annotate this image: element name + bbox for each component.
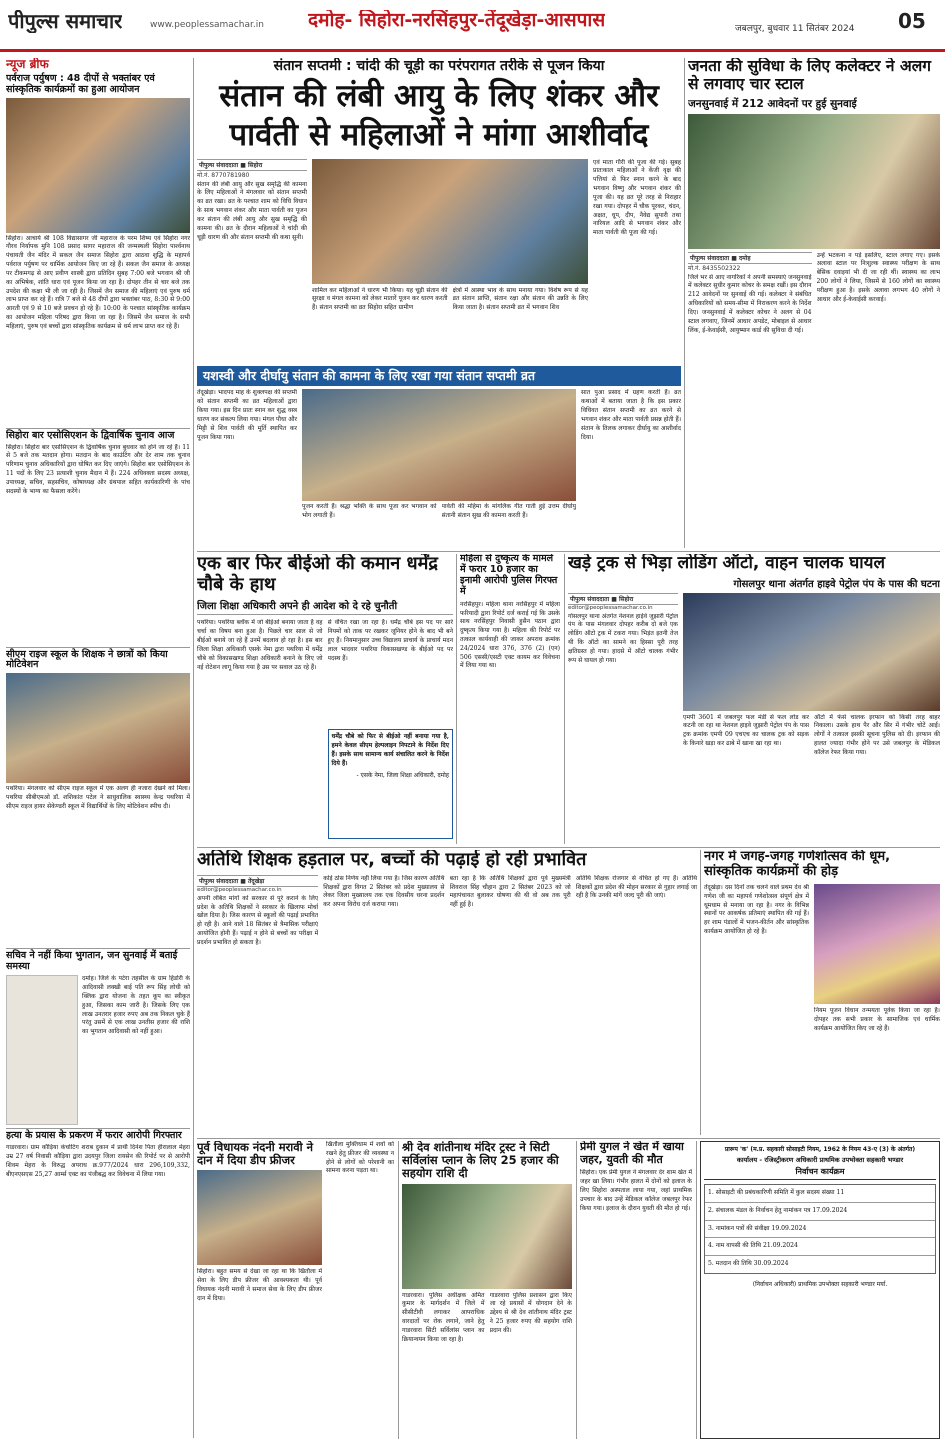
couple-headline[interactable]: प्रेमी युगल ने खेत में खाया जहर, युवती की मौत bbox=[580, 1141, 684, 1166]
notice-row: 2. संचालक मंडल के निर्वाचन हेतु नामांकन पत्र 17.09.2024 bbox=[705, 1203, 935, 1221]
beo-text-2: से वंचित रखा जा रहा है। धर्मेंद्र चौबे इस पद पर सारे नियमों को ताक पर रखकर जूनियर होने के बाद भी बने हुए हैं। नियमानुसार उच्च विद्यालय प्राचार्य के प्राचार्य मदन लाल भादवार पथरिया विकासखण्ड के बीईओ पद पर पदस्थ हैं। bbox=[327, 619, 453, 662]
brief-3-text: पथरिया। मंगलवार को सीएम राइज स्कूल में एक अलग ही नजारा देखने को मिला। पथरिया सीबीएमओ डॉ. शशिकांत पटेल ने साधुवालिक स्वास्थ्य केन्द्र पथरिया में सीएम राइज हायर सेकेण्डरी स्कूल में विद्यार्थियों के लिए मोटिवेशन स्पीच दी। bbox=[6, 785, 190, 811]
trust-story bbox=[402, 1141, 572, 1439]
public-notice bbox=[700, 1141, 940, 1439]
arrest-headline[interactable]: महिला से दुष्कृत्य के मामले में फरार 10 हजार का इनामी आरोपी पुलिस गिरफ्त में bbox=[460, 554, 558, 597]
notice-footer: (निर्वाचन अधिकारी) प्राथमिक उपभोक्ता सहकारी भण्डार मर्या. bbox=[752, 1281, 888, 1289]
news-brief-label: न्यूज ब्रीफ bbox=[6, 58, 49, 71]
lead-story bbox=[197, 58, 681, 363]
truck-text: गोसलपुर थाना अंतर्गत नेशनल हाईवे जुझारी पेट्रोल पंप के पास मंगलवार दोपहर करीब दो बजे एक लोडिंग ऑटो ट्रक में टकरा गया। भिड़ंत इतनी तेज थी कि ऑटो का सामने का हिस्सा पूरी तरह क्षतिग्रस्त हो गया। हादसे में ऑटो चालक गंभीर रूप से घायल हो गया। bbox=[568, 612, 678, 664]
beo-deck: जिला शिक्षा अधिकारी अपने ही आदेश को दे रहे चुनौती bbox=[197, 598, 453, 615]
notice-head-3: निर्वाचन कार्यक्रम bbox=[704, 1166, 936, 1180]
collector-text-2: उन्हें भटकना न पड़े इसलिए, स्टाल लगाए गए। इसके अलावा स्टाल पर निःशुल्क स्वास्थ्य परीक्षण के साथ बेसिक दवाइयां भी दी जा रही थीं। स्वास्थ्य का लाभ 200 लोगों ने लिया, जिसमें से 160 लोगों का स्वास्थ्य परीक्षण हुआ है। इसके अलावा लगभग 40 लोगों ने आधार और ई-केवाईसी करवाई। bbox=[816, 251, 940, 303]
couple-story bbox=[580, 1141, 692, 1439]
santan-band-photo bbox=[302, 389, 576, 501]
brief-3-title[interactable]: सीएम राइज स्कूल के शिक्षक ने छात्रों को किया मोटिवेशन bbox=[6, 647, 190, 672]
notice-row: 3. नामांकन पत्रों की संवीक्षा 19.09.2024 bbox=[705, 1221, 935, 1239]
news-brief-column bbox=[6, 58, 190, 1438]
santan-band-text: तेंदूखेड़ा। भादपद माह के शुक्लपक्ष की सप्तमी को संतान सप्तमी का व्रत महिलाओं द्वारा किया गया। इस दिन प्रातः स्नान कर शुद्ध वस्त्र धारण कर संकल्प लिया गया। मंगल पौधा और मिट्टी से शिव पार्वती की मूर्ति स्थापित कर पूजन किया गया। bbox=[197, 389, 297, 441]
notice-head-1: प्रारूप 'क' (म.प्र. सहकारी सोसाइटी नियम, 1962 के नियम 43-ए (3) के अंतर्गत) bbox=[724, 1146, 916, 1153]
santan-band bbox=[197, 366, 681, 548]
beo-text: पथरिया। पथरिया ब्लॉक में जो बीईओ बनाया जाता है वह चर्चा का विषय बना हुआ है। पिछले चार साल से जो बीईओ बनाये जा रहे हैं उनमें बदलाव हो रहा है। इस बार जिला शिक्षा अधिकारी एसके नेमा द्वारा पथरिया में धर्मेंद्र चौबे को विकासखण्ड शिक्षा अधिकारी बनाने के लिए जो नई रोटेशन लागू किया गया है उस पर सवाल उठ रहे हैं। bbox=[197, 619, 323, 671]
lead-caption-1: शामिल कर महिलाओं ने धारण भी किया। यह चूड़ी संतान की सुरक्षा व मंगल कामना को लेकर मातारें पूजन कर धारण करती हैं। संतान सप्तमी का व्रत सिहोरा सहित ग्रामीण bbox=[312, 286, 448, 312]
strike-text-2: कोई ठोस निर्णय नहीं लिया गया है। जिस कारण अतिथि शिक्षकों द्वारा विगत 2 सितंबर को प्रदेश मुख्यालय से लेकर जिला मुख्यालय तक एक दिवसीय धरना प्रदर्शन कर अपना विरोध दर्ज कराया गया। bbox=[323, 874, 445, 909]
beo-headline[interactable]: एक बार फिर बीईओ की कमान धर्मेंद्र चौबे के हाथ bbox=[197, 554, 438, 595]
beo-quote-attribution: - एसके नेमा, जिला शिक्षा अधिकारी, दमोह bbox=[356, 771, 449, 779]
collector-story bbox=[688, 58, 940, 548]
santan-band-caption-2: पार्वती की महिमा के मांगलिक गीत गाती हुई उत्तम दीर्घायु संतानी संतान सुख की कामना करती हैं। bbox=[441, 503, 576, 520]
truck-headline[interactable]: खड़े ट्रक से भिड़ा लोडिंग ऑटो, वाहन चालक घायल bbox=[568, 554, 886, 573]
brief-2-text: सिहोरा। सिहोरा बार एसोसिएशन के द्विवार्षिक चुनाव बुधवार को होने जा रहे हैं। 11 से 5 बजे तक मतदान होगा। मतदान के बाद काउंटिंग और देर शाम तक चुनाव परिणाम चुनाव अधिकारियों द्वारा घोषित कर दिए जाएंगे। सिहोरा बार एसोसिएशन के 11 पदों के लिए 23 प्रत्याशी चुनाव मैदान में हैं। 224 अधिवक्ता सदस्य अध्यक्ष, उपाध्यक्ष, सचिव, सहसचिव, कोषाध्यक्ष और ग्रंथपाल सहित कार्यकारिणी के पांच सदस्यों के भाग्य का फैसला करेंगे। bbox=[6, 443, 190, 495]
brief-4-photo bbox=[6, 975, 78, 1125]
brief-4-text: दमोह। जिले के पटेरा तहसील के ग्राम हिंडोरी के आदिवासी लक्खी बाई पति रूप सिंह लोधी को क्लिक द्वारा योजना के तहत कूप का स्वीकृत हुआ, जिसका काम जारी है। जिसके लिए एक लाख उनतरार हजार रुपए अब तक निकल चुके हैं परंतु उसमें से एक लाख उनतीस हजार की राशि का भुगतान आदिवासी को नहीं हुआ। bbox=[82, 975, 190, 1036]
notice-row: 5. मतदान की तिथि 30.09.2024 bbox=[708, 1260, 789, 1268]
dateline: जबलपुर, बुधवार 11 सितंबर 2024 bbox=[735, 24, 855, 34]
page-number: 05 bbox=[898, 10, 926, 33]
brief-4-title[interactable]: सचिव ने नहीं किया भुगतान, जन सुनवाई में बताई समस्या bbox=[6, 948, 190, 973]
trust-text: गाडरवारा। पुलिस अधीक्षक अमित कुमार के मार्गदर्शन में जिले में सीसीटीवी लगाकर आपराधिक वारदातों पर रोक लगाने, जाने हेतु गाडरवारा सिटी सर्विलांस प्लान का क्रियान्वयन किया जा रहा है। bbox=[402, 1291, 485, 1343]
lead-kicker: संतान सप्तमी : चांदी की चूड़ी का परंपरागत तरीके से पूजन किया bbox=[273, 58, 605, 74]
beo-story bbox=[197, 554, 453, 844]
collector-headline[interactable]: जनता की सुविधा के लिए कलेक्टर ने अलग से लगवाए चार स्टाल bbox=[688, 58, 931, 93]
brief-1-photo bbox=[6, 98, 190, 233]
nandni-text: सिहोरा। बहुत समय से देखा जा रहा था कि खितौला में सेवा के लिए डीप फ्रीजर की आवश्यकता थी। पूर्व विधायक नंदनी मरावी ने समाज सेवा के लिए डीप फ्रीजर दान में दिया। bbox=[197, 1268, 322, 1302]
lead-right-text: एवं माता गौरी की पूजा की गई। सुबह प्रातःकाल महिलाओं ने केंजी वृक्ष की पत्तियां से फिर स्नान करने के बाद भगवान विष्णु और भगवान शंकर की पूजा की। यह व्रत पूरे तरह से निराहार रखा गया। दोपहर में चौक पूरकर, चंदन, अक्षत, धूप, दीप, नैवेद्य सुपारी तथा नारियल आदि से भगवान शंकर और माता पार्वती की पूजा की गई। bbox=[593, 158, 681, 237]
collector-phone: मो.नं. 8435502322 bbox=[688, 264, 741, 272]
strike-story bbox=[197, 850, 697, 1135]
truck-deck: गोसलपुर थाना अंतर्गत हाइवे पेट्रोल पंप के पास की घटना bbox=[733, 578, 940, 590]
truck-caption-2: ऑटो में फंसे चालक इरफान को किसी तरह बाहर निकाला। उसके हाथ पैर और सिर में गंभीर चोटें आईं। लोगों ने तत्काल इसकी सूचना पुलिस को दी। इरफान की हालत ज्यादा गंभीर होने पर उसे जबलपुर के मेडिकल कॉलेज रेफर किया गया। bbox=[814, 713, 940, 756]
lead-caption-2: क्षेत्रों में आस्था भाव के साथ मनाया गया। विशेष रूप से यह व्रत संतान प्राप्ति, संतान रक्षा और संतान की उन्नति के लिए किया जाता है। संतान सप्तमी व्रत में भगवान शिव bbox=[452, 286, 588, 312]
strike-text-4: अतिथि शिक्षक रोजगार से वंचित हो गए हैं। अतिथि शिक्षकों द्वारा प्रदेश की मोहन सरकार से गुहार लगाई जा रही है कि उनकी मांगें जल्द पूरी की जाएं। bbox=[575, 874, 697, 900]
masthead-logo[interactable]: पीपुल्स समाचार bbox=[8, 10, 123, 33]
notice-row: 1. सोसाइटी की प्रबंधकारिणी समिति में कुल सदस्य संख्या 11 bbox=[705, 1185, 935, 1203]
brief-1-title[interactable]: पर्वराज पर्युषण : 48 दीपों से भक्तांबर एवं सांस्कृतिक कार्यक्रमों का हुआ आयोजन bbox=[6, 72, 155, 95]
santan-band-headline[interactable]: यशस्वी और दीर्घायु संतान की कामना के लिए रखा गया संतान सप्तमी व्रत bbox=[197, 366, 681, 386]
ganesh-photo bbox=[814, 884, 940, 1004]
arrest-text: नरसिंहपुर। महिला थाना नरसिंहपुर में महिला फरियादी द्वारा रिपोर्ट दर्ज कराई गई कि उसके साथ नरसिंहपुर निवासी हुसैन पठान द्वारा दुष्कृत्य किया गया है। महिला की रिपोर्ट पर तत्काल कार्यवाही की जाकर अपराध क्रमांक 24/2024 धारा 376, 376 (2) (एन) 506 एससी/एसटी एक्ट कायम कर विवेचना में लिया गया था। bbox=[460, 600, 560, 670]
couple-text: सिहोरा। एक प्रेमी युगल ने मंगलवार देर शाम खेत में जहर खा लिया। गंभीर हालत में दोनों को इलाज के लिए सिहोरा अस्पताल लाया गया, जहां प्राथमिक उपचार के बाद उन्हें मेडिकल कॉलेज जबलपुर रेफर किया गया। इलाज के दौरान युवती की मौत हो गई। bbox=[580, 1169, 692, 1212]
truck-caption: एमपी 3601 में जबलपुर फल मंडी से फल लोड कर कटनी जा रहा था नेशनल हाइवे जुझारी पेट्रोल पंप के पास ट्रक क्रमांक एमपी 09 एचएच का चालक ट्रक को सड़क के किनारे खड़ा कर ढाबे में खाना खा रहा था। bbox=[683, 713, 809, 748]
santan-band-caption: पूजन करती हैं। श्रद्धा भक्ति के साथ पूजा कर भगवान को भोग लगाती हैं। bbox=[302, 503, 437, 520]
strike-text-3: बता रहा है कि अतिथि शिक्षकों द्वारा पूर्व मुख्यमंत्री शिवराज सिंह चौहान द्वारा 2 सितंबर 2023 को जो महापंचायत बुलाकर घोषणा की थी वो अब तक पूरी नहीं हुई है। bbox=[449, 874, 571, 909]
strike-email[interactable]: editor@peoplessamachar.co.in bbox=[197, 886, 282, 893]
trust-text-2: गाडरवारा पुलिस प्रशासन द्वारा किए जा रहे प्रयासों में योगदान देने के उद्देश्य से श्री देव शांतीनाथ मंदिर ट्रस्ट ने 25 हजार रुपए की सहयोग राशि प्रदान की। bbox=[489, 1291, 572, 1334]
strike-byline: पीपुल्स संवाददाता ■ तेंदूखेड़ा bbox=[197, 875, 318, 887]
collector-byline: पीपुल्स संवाददाता ■ दमोह bbox=[688, 252, 812, 264]
brief-5-title[interactable]: हत्या के प्रयास के प्रकरण में फरार आरोपी गिरफ्तार bbox=[6, 1128, 190, 1142]
lead-byline: पीपुल्स संवाददाता ■ सिहोरा bbox=[197, 159, 307, 171]
ganesh-text-2: नियम पूजन विधान तन्मयता पूर्वक किया जा रहा है। दोपहर तक सभी प्रकार के सामाजिक एवं धार्मिक कार्यक्रम आयोजित किए जा रहे हैं। bbox=[814, 1006, 940, 1032]
ganesh-story bbox=[704, 850, 940, 1135]
collector-photo bbox=[688, 114, 940, 249]
masthead bbox=[0, 0, 945, 52]
lead-phone: मो.नं. 8770781980 bbox=[197, 171, 250, 179]
strike-text: अपनी लंबित मांगों को सरकार से पूरे कराने के लिए प्रदेश के अतिथि शिक्षकों ने सरकार के खिलाफ मोर्चा खोल दिया है। जिस कारण से स्कूलों की पढ़ाई प्रभावित हो रही है। आने वाले 18 सितंबर से त्रैमासिक परीक्षाएं आयोजित होनी हैं। पढ़ाई न होने से बच्चों का परीक्षा में प्रदर्शन प्रभावित हो सकता है। bbox=[197, 894, 319, 946]
notice-table bbox=[704, 1184, 936, 1274]
masthead-url[interactable]: www.peoplessamachar.in bbox=[150, 20, 264, 30]
notice-row: 4. नाम वापसी की तिथि 21.09.2024 bbox=[705, 1238, 935, 1256]
collector-deck: जनसुनवाई में 212 आवेदनों पर हुई सुनवाई bbox=[688, 97, 857, 110]
trust-headline[interactable]: श्री देव शांतीनाथ मंदिर ट्रस्ट ने सिटी सर्विलांस प्लान के लिए 25 हजार की सहयोग राशि दी bbox=[402, 1141, 559, 1181]
lead-text: संतान की लंबी आयु और सुख समृद्धि की कामना के लिए महिलाओं ने मंगलवार को संतान सप्तमी का व्रत रखा। व्रत के पश्चात शाम को विधि विधान के साथ भगवान शंकर और माता पार्वती का पूजन कर संतान की लंबी आयु और सुख समृद्धि की कामना की। व्रत के दौरान महिलाओं ने चांदी की चूड़ी धारण की और संतान सप्तमी की कथा सुनी। bbox=[197, 180, 307, 241]
truck-byline: पीपुल्स संवाददाता ■ सिहोरा bbox=[568, 593, 678, 605]
lead-photo bbox=[312, 159, 588, 284]
truck-email[interactable]: editor@peoplessamachar.co.in bbox=[568, 604, 653, 611]
brief-2-title[interactable]: सिहोरा बार एसोसिएशन के द्विवार्षिक चुनाव आज bbox=[6, 428, 190, 442]
brief-1-text: सिहोरा। आचार्य श्री 108 विद्यासागर जी महाराज के परम शिष्य एवं सिहोरा नगर गौरव निर्यापक मुनि 108 प्रसाद सागर महाराज की जन्मस्थली सिहोरा पार्श्वनाथ पंचायती जैन मंदिर में सकल जैन समाज सिहोरा द्वारा आठवा शुद्धि के महापर्व पर्वराज पर्युषण पर धार्मिक आयोजन किए जा रहे हैं। सकल जैन समाज के अध्यक्ष पर टीकमगढ़ से आए प्रवीण शास्त्री द्वारा प्रतिदिन सुबह 7:00 बजे भगवान श्री जी का अभिषेक, शांति धारा एवं पूजन किया जा रहा है। दोपहर तीन से चार बजे तक उपदेश की कक्षा भी ली जा रही है। जिसमें जैन समाज की महिलाएं एवं पुरुष धर्म लाभ प्राप्त कर रहे हैं। रात्रि 7 बजे से 48 दीपों द्वारा भक्तांबर पाठ, 8:30 से 9:00 आरती एवं 9 से 10 बजे प्रवचन हो रहे हैं। 10:00 के पश्चात सांस्कृतिक कार्यक्रम का आयोजन महिला परिषद द्वारा किया जा रहा है। जिसमें जैन समाज के सभी महिलाएं, पुरुष एवं बच्चों द्वारा सांस्कृतिक कार्यक्रम से धर्म लाभ प्राप्त कर रहे हैं। bbox=[6, 234, 190, 330]
edition-title: दमोह- सिहोरा-नरसिंहपुर-तेंदूखेड़ा-आसपास bbox=[308, 10, 606, 31]
beo-quote: धर्मेंद्र चौबे को फिर से बीईओ नहीं बनाया गया है, हमने केवल सीएम हेल्पलाइन निपटाने के निर्देश दिए हैं। इसके साथ सामान्य कार्य संचालित करने के निर्देश दिये हैं। bbox=[331, 733, 449, 767]
ganesh-text: तेंदूखेड़ा। दस दिनों तक चलने वाले प्रथम देव श्री गणेश जी का महापर्व गणेशोत्सव संपूर्ण क्षेत्र में धूमधाम से मनाया जा रहा है। नगर के विभिन्न स्थानों पर आकर्षक प्रतिमाएं स्थापित की गई हैं। हर शाम पंडालों में भजन-कीर्तन और सांस्कृतिक कार्यक्रम आयोजित हो रहे हैं। bbox=[704, 883, 809, 936]
notice-head-2: कार्यालय - रजिस्ट्रीकरण अधिकारी प्राथमिक उपभोक्ता सहकारी भण्डार bbox=[736, 1156, 904, 1164]
nandni-headline[interactable]: पूर्व विधायक नंदनी मरावी ने दान में दिया डीप फ्रीजर bbox=[197, 1141, 314, 1168]
strike-headline[interactable]: अतिथि शिक्षक हड़ताल पर, बच्चों की पढ़ाई हो रही प्रभावित bbox=[197, 850, 587, 870]
nandni-photo bbox=[197, 1170, 322, 1265]
truck-story bbox=[568, 554, 940, 844]
nandni-text-2: खितौला मुक्तिधाम में शवों को रखने हेतु फ्रीजर की व्यवस्था न होने से लोगों को परेशानी का सामना करना पड़ता था। bbox=[326, 1141, 394, 1175]
beo-quote-box bbox=[328, 729, 454, 839]
nandni-story bbox=[197, 1141, 322, 1439]
trust-photo bbox=[402, 1184, 572, 1289]
truck-photo bbox=[683, 593, 940, 711]
brief-5-text: गाडरवारा। ग्राम कौड़िया कंचोटिंग शराब दुकान में प्रार्थी दिनेश पिता हीरालाल मेहरा उम्र 27 वर्ष निवासी कौड़िया द्वारा उदयपुर जिला रायसेन की रिपोर्ट पर से आरोपी शिवम मेहरा के विरुद्ध अपराध क्र.977/2024 धारा 296,109,332, बीएनएसएस 25,27 आर्म्स एक्ट का पंजीबद्ध कर विवेचना में लिया गया। bbox=[6, 1144, 190, 1178]
santan-band-right-text: सात पुआ प्रसाद में ग्रहण करती हैं। व्रत कथाओं में बताया जाता है कि इस प्रकार विधिवत संतान सप्तमी का व्रत करने से भगवान शंकर और माता पार्वती प्रसन्न होती हैं। संतान के तिलक लगाकर दीर्घायु का आशीर्वाद दिया। bbox=[581, 389, 681, 441]
brief-3-photo bbox=[6, 673, 190, 783]
lead-headline[interactable]: संतान की लंबी आयु के लिए शंकर और पार्वती से महिलाओं ने मांगा आशीर्वाद bbox=[219, 78, 659, 153]
arrest-story bbox=[460, 554, 560, 844]
collector-text: जिले भर से आए नागरिकों ने अपनी समस्याएं जनसुनवाई में कलेक्टर सुधीर कुमार कोचर के समक्ष रखीं। इस दौरान 212 आवेदनों पर सुनवाई की गई। कलेक्टर ने संबंधित अधिकारियों को समय-सीमा में निराकरण करने के निर्देश दिए। जनसुनवाई में कलेक्टर कोचर ने अलग से 04 स्टाल लगवाए, जिनमें आधार अपडेट, मोबाइल से आधार लिंक, ई-केवाईसी, आयुष्मान कार्ड की सुविधा दी गई। bbox=[688, 273, 812, 334]
ganesh-headline[interactable]: नगर में जगह-जगह गणेशोत्सव की धूम, सांस्कृतिक कार्यक्रमों की होड़ bbox=[704, 850, 891, 879]
